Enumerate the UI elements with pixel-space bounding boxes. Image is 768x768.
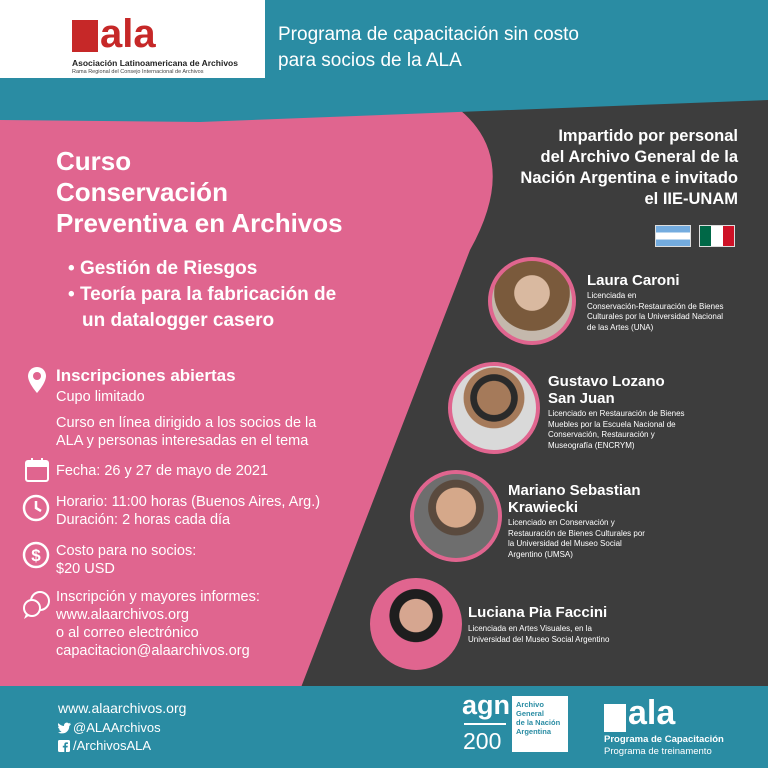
course-title-line-1: Curso xyxy=(56,146,132,176)
ala-footer-logo xyxy=(604,694,734,760)
dollar-icon xyxy=(22,541,50,569)
registration-title: Inscripciones abiertas xyxy=(56,366,236,385)
speaker-description: Restauración de Bienes Culturales por xyxy=(508,528,645,538)
agn-number: 200 xyxy=(463,728,502,754)
agn-logo-text: agn xyxy=(462,690,511,720)
course-description xyxy=(56,414,316,450)
cost-value: $20 USD xyxy=(56,561,115,577)
speaker-description: Licenciada en Artes Visuales, en la xyxy=(468,624,592,633)
agn-name-box xyxy=(512,696,568,752)
agn-logo xyxy=(460,690,570,758)
course-title-line-2: Conservación xyxy=(56,177,228,207)
schedule-duration: Duración: 2 horas cada día xyxy=(56,512,231,528)
topic-item-continued: un datalogger casero xyxy=(82,310,275,331)
speaker-description: Conservación-Restauración de Bienes xyxy=(587,301,724,311)
chat-icon xyxy=(22,590,52,620)
ala-footer-mark-icon xyxy=(604,704,626,732)
mexico-flag-icon xyxy=(699,225,735,247)
cost-label: Costo para no socios: xyxy=(56,543,197,559)
facebook-icon xyxy=(58,740,70,752)
course-topics xyxy=(68,256,336,334)
instructors-header-line: Impartido por personal xyxy=(558,127,738,145)
logo-text: ala xyxy=(100,12,156,56)
speaker-description: Licenciado en Conservación y xyxy=(508,518,615,527)
description-line: ALA y personas interesadas en el tema xyxy=(56,433,309,449)
agn-divider xyxy=(464,723,506,725)
speaker-description: Museografía (ENCRYM) xyxy=(548,440,635,450)
speaker-description: Licenciado en Restauración de Bienes xyxy=(548,409,685,418)
topic-item: • Teoría para la fabricación de xyxy=(68,282,336,308)
contact-email[interactable]: capacitacion@alaarchivos.org xyxy=(56,643,250,659)
program-title xyxy=(278,22,579,74)
speaker-description: Culturales por la Universidad Nacional xyxy=(587,312,724,321)
speaker-name: Gustavo Lozano xyxy=(548,373,665,390)
agn-name-line: General xyxy=(516,709,544,718)
speaker-name: Luciana Pia Faccini xyxy=(468,604,608,621)
logo-mark-icon xyxy=(72,20,98,52)
registration-subtitle: Cupo limitado xyxy=(56,389,145,405)
clock-icon xyxy=(22,494,50,522)
course-title xyxy=(56,146,343,239)
instructors-header xyxy=(520,126,738,210)
program-line-1: Programa de capacitación sin costo xyxy=(278,24,579,45)
speaker-name: San Juan xyxy=(548,390,615,407)
speaker-name: Krawiecki xyxy=(508,499,579,516)
location-icon xyxy=(26,366,48,394)
speaker-description: Conservación, Restauración y xyxy=(548,430,655,439)
speaker-name: Mariano Sebastian xyxy=(508,482,641,499)
speaker-description: de las Artes (UNA) xyxy=(587,322,654,332)
speaker-name: Laura Caroni xyxy=(587,272,680,289)
ala-program-label-pt: Programa de treinamento xyxy=(604,746,712,757)
speaker-laura-caroni xyxy=(587,272,724,333)
speaker-mariano-krawiecki xyxy=(508,482,645,560)
ala-program-label: Programa de Capacitación xyxy=(604,734,724,745)
speaker-description: Muebles por la Escuela Nacional de xyxy=(548,419,676,429)
speaker-luciana-faccini xyxy=(468,604,609,645)
footer-facebook-link[interactable]: /ArchivosALA xyxy=(73,738,152,753)
speaker-photo-laura-caroni xyxy=(488,257,576,345)
speaker-photo-gustavo-lozano xyxy=(448,362,540,454)
contact-or: o al correo electrónico xyxy=(56,625,199,641)
speaker-description: la Universidad del Museo Social xyxy=(508,539,622,548)
contact-info xyxy=(56,588,260,660)
instructors-header-line: del Archivo General de la xyxy=(540,148,738,166)
org-subtitle: Rama Regional del Consejo Internacional de Archivos xyxy=(72,69,204,75)
course-date: Fecha: 26 y 27 de mayo de 2021 xyxy=(56,463,269,479)
footer-website-link[interactable]: www.alaarchivos.org xyxy=(58,700,187,716)
svg-text:$: $ xyxy=(31,546,41,565)
contact-website[interactable]: www.alaarchivos.org xyxy=(56,607,189,623)
course-title-line-3: Preventiva en Archivos xyxy=(56,208,343,238)
agn-name-line: Archivo xyxy=(516,700,544,709)
speaker-gustavo-lozano xyxy=(548,373,685,451)
footer-twitter-link[interactable]: @ALAArchivos xyxy=(73,720,161,735)
contact-label: Inscripción y mayores informes: xyxy=(56,589,260,605)
calendar-icon xyxy=(24,457,50,483)
schedule-time: Horario: 11:00 horas (Buenos Aires, Arg.) xyxy=(56,494,321,510)
speaker-photo-mariano-krawiecki xyxy=(410,470,502,562)
speaker-description: Universidad del Museo Social Argentino xyxy=(468,634,610,644)
speaker-description: Argentino (UMSA) xyxy=(508,549,573,559)
course-cost xyxy=(56,542,196,578)
instructors-header-line: Nación Argentina e invitado xyxy=(520,169,738,187)
instructors-header-line: el IIE-UNAM xyxy=(644,190,738,208)
twitter-icon xyxy=(58,722,71,734)
course-schedule xyxy=(56,493,320,529)
ala-footer-logo-text: ala xyxy=(628,694,676,732)
ala-header-logo xyxy=(72,12,252,78)
agn-name-line: de la Nación xyxy=(516,718,561,727)
agn-name-line: Argentina xyxy=(516,727,552,736)
program-line-2: para socios de la ALA xyxy=(278,50,462,71)
description-line: Curso en línea dirigido a los socios de la xyxy=(56,415,317,431)
speaker-description: Licenciada en xyxy=(587,291,637,300)
topic-item: • Gestión de Riesgos xyxy=(68,256,336,282)
org-name: Asociación Latinoamericana de Archivos xyxy=(72,58,238,68)
speaker-photo-luciana-faccini xyxy=(370,578,462,670)
argentina-flag-icon xyxy=(655,225,691,247)
